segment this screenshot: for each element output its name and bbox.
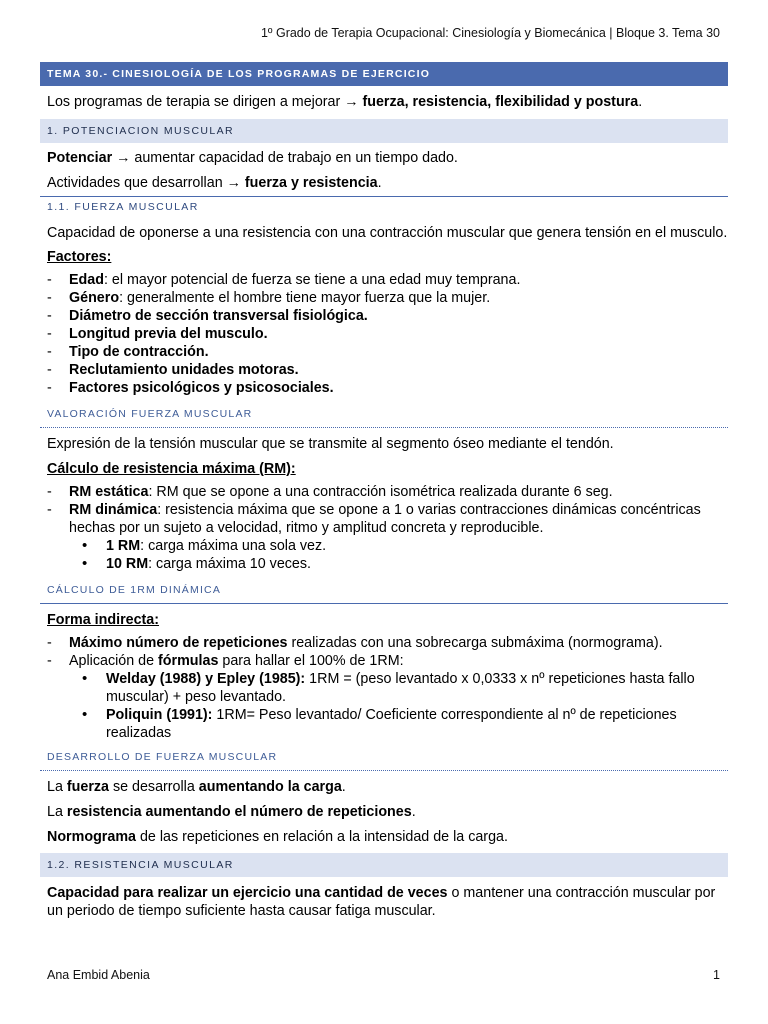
calculo-rm-title: Cálculo de resistencia máxima (RM): [47,461,296,477]
fuerza-heading: 1.1. FUERZA MUSCULAR [40,196,728,218]
factores-list [40,271,728,397]
tema-title: TEMA 30.- CINESIOLOGÍA DE LOS PROGRAMAS DE EJERCICIO [40,62,728,86]
list-item: - Diámetro de sección transversal fisiológica. [40,307,728,325]
valoracion-definition: Expresión de la tensión muscular que se transmite al segmento óseo mediante el tendón. [47,436,614,452]
desarrollo-heading: DESARROLLO DE FUERZA MUSCULAR [40,748,728,771]
list-item: - Factores psicológicos y psicosociales. [40,379,728,397]
page-footer [47,968,720,982]
list-item: - Reclutamiento unidades motoras. [40,361,728,379]
desarrollo-line-1: La fuerza se desarrolla aumentando la carga. [47,779,346,795]
resistencia-heading: 1.2. RESISTENCIA MUSCULAR [40,853,728,877]
potenciar-definition: Potenciar → aumentar capacidad de trabajo en un tiempo dado. [47,150,458,166]
factores-title: Factores: [47,249,112,265]
running-header: 1º Grado de Terapia Ocupacional: Cinesiología y Biomecánica | Bloque 3. Tema 30 [260,26,720,40]
list-item: - Máximo número de repeticiones realizadas con una sobrecarga submáxima (normograma). [40,634,728,652]
tema-intro: Los programas de terapia se dirigen a mejorar → fuerza, resistencia, flexibilidad y postura. [47,94,643,110]
resistencia-definition: Capacidad para realizar un ejercicio una cantidad de veces o mantener una contracción muscular por un periodo de tiempo suficiente hasta causar fatiga muscular. [47,885,716,919]
desarrollo-line-2: La resistencia aumentando el número de repeticiones. [47,804,416,820]
list-item: - RM estática: RM que se opone a una contracción isométrica realizada durante 6 seg. [40,483,728,501]
calculo-1rm-heading: CÁLCULO DE 1RM DINÁMICA [40,581,728,604]
rm-list [40,483,728,573]
desarrollo-line-3: Normograma de las repeticiones en relación a la intensidad de la carga. [47,829,508,845]
list-item: - Edad: el mayor potencial de fuerza se tiene a una edad muy temprana. [40,271,728,289]
fuerza-definition: Capacidad de oponerse a una resistencia con una contracción muscular que genera tensión en el musculo. [47,225,728,241]
potenciacion-heading: 1. POTENCIACION MUSCULAR [40,119,728,143]
list-item: • 10 RM: carga máxima 10 veces. [40,555,728,573]
formulas-list [40,634,728,742]
valoracion-heading: VALORACIÓN FUERZA MUSCULAR [40,405,728,428]
list-item: - Aplicación de fórmulas para hallar el 100% de 1RM: [40,652,728,670]
forma-indirecta-title: Forma indirecta: [47,612,160,628]
list-item: • 1 RM: carga máxima una sola vez. [40,537,728,555]
footer-author: Ana Embid Abenia [47,968,150,982]
list-item: - RM dinámica: resistencia máxima que se opone a 1 o varias contracciones dinámicas concéntricas hechas por un sujeto a velocidad, ritmo y amplitud concreta y reproducible. [40,501,728,537]
document-body [40,62,728,920]
actividades-line: Actividades que desarrollan → fuerza y resistencia. [47,175,382,191]
list-item: - Longitud previa del musculo. [40,325,728,343]
list-item: • Poliquin (1991): 1RM= Peso levantado/ Coeficiente correspondiente al nº de repeticiones realizadas [40,706,728,742]
list-item: - Tipo de contracción. [40,343,728,361]
page-number: 1 [713,968,720,982]
list-item: - Género: generalmente el hombre tiene mayor fuerza que la mujer. [40,289,728,307]
list-item: • Welday (1988) y Epley (1985): 1RM = (peso levantado x 0,0333 x nº repeticiones hasta fallo muscular) + peso levantado. [40,670,728,706]
